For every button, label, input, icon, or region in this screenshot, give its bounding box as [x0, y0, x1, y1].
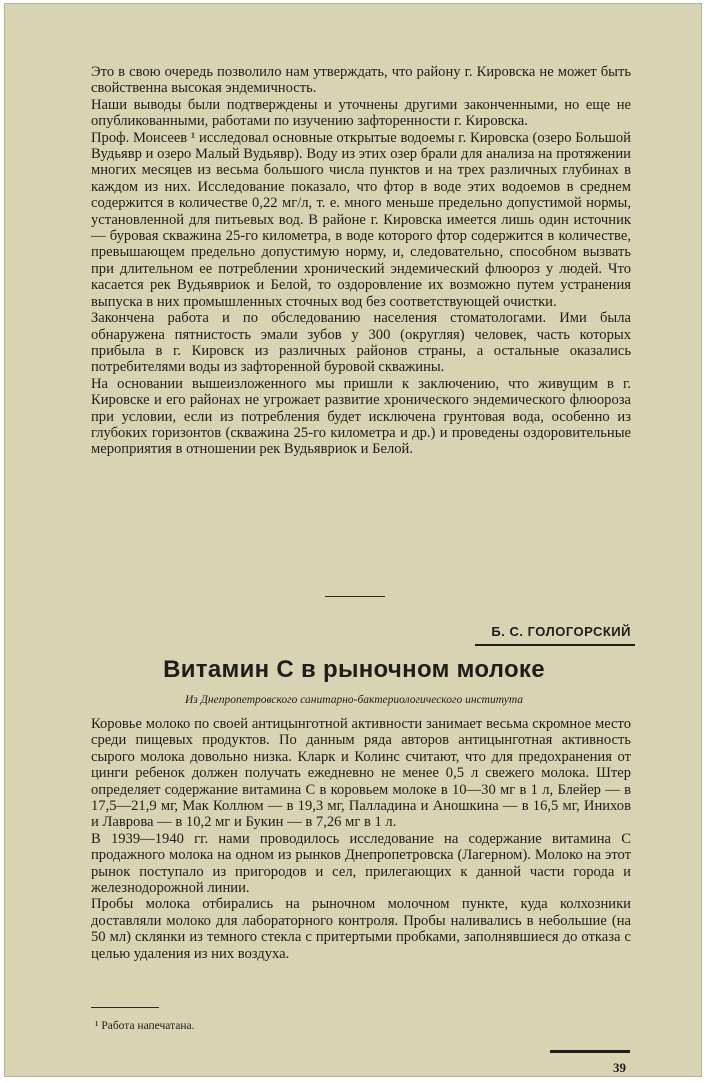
- page-end-rule: [550, 1050, 630, 1053]
- paragraph: Это в свою очередь позволило нам утверждать, что району г. Кировска не может быть свойственна высокая эндемичность.: [91, 64, 631, 97]
- section-divider: [325, 596, 385, 597]
- article-author: Б. С. ГОЛОГОРСКИЙ: [491, 624, 631, 639]
- paragraph: Коровье молоко по своей антицынготной активности занимает весьма скромное место среди пищевых продуктов. По данным ряда авторов антицынготная активность сырого молока довольно низка. Кларк и Колинс считают, что для предохранения от цинги ребенок должен получать ежедневно не менее 0,5 л свежего молока. Штер определяет содержание витамина С в коровьем молоке в 10—30 мг в 1 л, Блейер — в 17,5—21,9 мг, Мак Коллюм — в 19,3 мг, Палладина и Аношкина — в 16,5 мг, Инихов и Лаврова — в 10,2 мг и Букин — в 7,26 мг в 1 л.: [91, 716, 631, 831]
- paragraph: Закончена работа и по обследованию населения стоматологами. Ими была обнаружена пятнистость эмали зубов у 300 (округляя) человек, часть которых прибыла в г. Кировск из различных районов страны, а остальные оказались потребителями воды из зафторенной буровой скважины.: [91, 310, 631, 376]
- article-title: Витамин С в рыночном молоке: [163, 656, 545, 683]
- paragraph: На основании вышеизложенного мы пришли к заключению, что живущим в г. Кировске и его районах не угрожает развитие хронического эндемического флюороза при условии, если из потребления будет исключена грунтовая вода, особенно из глубоких горизонтов (скважина 25-го километра и др.) и проведены оздоровительные мероприятия в отношении рек Вудьявриок и Белой.: [91, 375, 631, 458]
- footnote-divider: [91, 1007, 159, 1008]
- paragraph: Пробы молока отбирались на рыночном молочном пункте, куда колхозники доставляли молоко для лабораторного контроля. Пробы наливались в небольшие (на 50 мл) склянки из темного стекла с притертыми пробками, заполнявшиеся до отказа с целью удаления из них воздуха.: [91, 896, 631, 962]
- author-underline: [475, 644, 635, 646]
- section-1-text: [91, 64, 631, 458]
- article-institute: Из Днепропетровского санитарно-бактериологического института: [184, 694, 524, 706]
- paragraph: В 1939—1940 гг. нами проводилось исследование на содержание витамина С продажного молока на одном из рынков Днепропетровска (Лагерном). Молоко на этот рынок поступало из пригородов и сел, прилегающих к данной части города и железнодорожной линии.: [91, 830, 631, 897]
- footnote: ¹ Работа напечатана.: [95, 1020, 195, 1032]
- page-number: 39: [613, 1060, 626, 1075]
- paragraph: Наши выводы были подтверждены и уточнены другими законченными, но еще не опубликованными, работами по изучению зафторенности г. Кировска.: [91, 96, 631, 130]
- article-body: [91, 716, 631, 962]
- paragraph: Проф. Моисеев ¹ исследовал основные открытые водоемы г. Кировска (озеро Большой Вудьявр и озеро Малый Вудьявр). Воду из этих озер брали для анализа на протяжении многих месяцев из весьма большого числа пунктов и на трех различных глубинах в каждом из них. Исследование показало, что фтор в воде этих водоемов в среднем содержится в количестве 0,22 мг/л, т. е. много меньше предельно допустимой нормы, установленной для питьевых вод. В районе г. Кировска имеется лишь один источник — буровая скважина 25-го километра, в воде которого фтор содержится в количестве, превышающем предельно допустимую норму, и, следовательно, способном вызвать при длительном ее потреблении хронический эндемический флюороз у людей. Что касается рек Вудьявриок и Белой, то оздоровление их возможно путем устранения выпуска в них промышленных сточных вод без соответствующей очистки.: [91, 129, 631, 310]
- journal-page: [4, 3, 702, 1077]
